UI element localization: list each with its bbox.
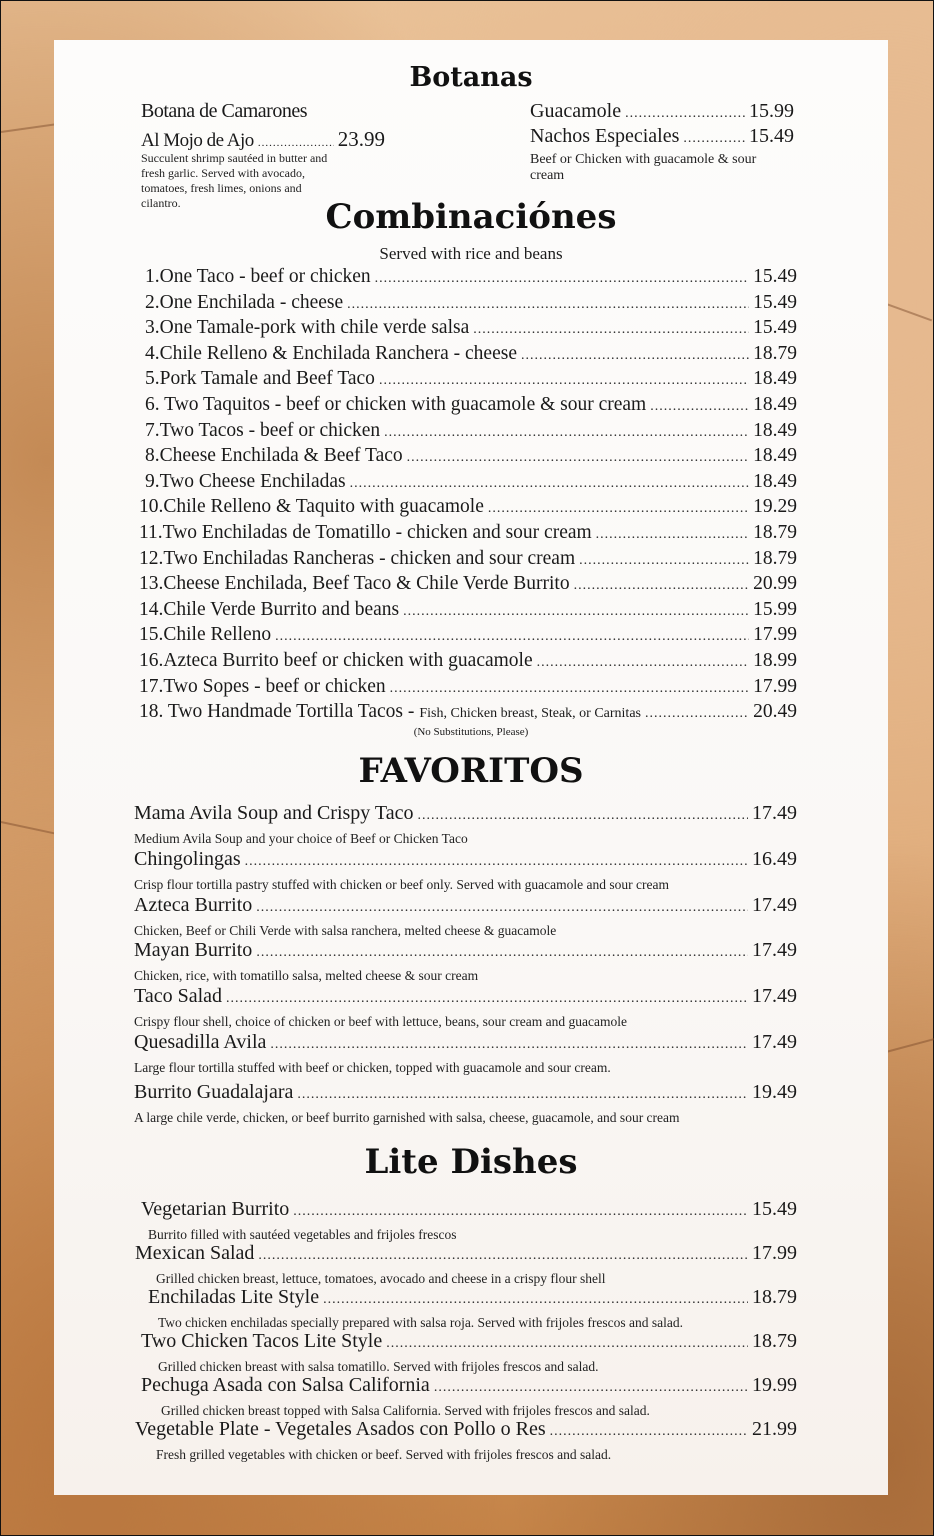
dot-leader xyxy=(256,900,748,916)
item-name: 18. Two Handmade Tortilla Tacos - xyxy=(139,701,415,723)
dot-leader xyxy=(579,553,749,569)
item-price: 17.49 xyxy=(752,802,797,824)
dot-leader xyxy=(245,854,748,870)
menu-item xyxy=(139,599,797,621)
menu-item xyxy=(135,1242,797,1265)
item-name: 5.Pork Tamale and Beef Taco xyxy=(145,368,375,390)
menu-item xyxy=(139,573,797,595)
item-price: 15.99 xyxy=(749,100,794,122)
item-description: Grilled chicken breast with salsa tomatillo. Served with frijoles frescos and salad. xyxy=(158,1359,599,1374)
item-description: Large flour tortilla stuffed with beef or chicken, topped with guacamole and sour cream. xyxy=(134,1060,611,1075)
menu-item xyxy=(134,848,797,871)
dot-leader xyxy=(403,604,749,620)
item-price: 18.49 xyxy=(753,394,797,415)
item-price: 15.49 xyxy=(749,125,794,147)
item-description: A large chile verde, chicken, or beef burrito garnished with salsa, cheese, guacamole, and sour cream xyxy=(134,1110,680,1125)
item-name: 17.Two Sopes - beef or chicken xyxy=(139,675,386,697)
item-price: 19.99 xyxy=(752,1374,797,1396)
item-name: 11.Two Enchiladas de Tomatillo - chicken and sour cream xyxy=(139,522,592,543)
section-title-botanas: Botanas xyxy=(409,62,533,93)
menu-item-guacamole xyxy=(530,100,794,123)
item-price: 15.49 xyxy=(753,266,797,287)
menu-item xyxy=(139,522,797,544)
item-price: 21.99 xyxy=(752,1418,797,1440)
item-name: 6. Two Taquitos - beef or chicken with guacamole & sour cream xyxy=(145,394,647,415)
item-price: 17.49 xyxy=(752,1031,797,1053)
dot-leader xyxy=(473,322,749,338)
menu-item xyxy=(141,1374,797,1397)
item-name: Mexican Salad xyxy=(135,1242,255,1264)
menu-item xyxy=(148,1286,797,1309)
item-description: fresh garlic. Served with avocado, xyxy=(141,166,305,180)
dot-leader xyxy=(407,450,749,466)
item-price: 15.49 xyxy=(752,1198,797,1220)
item-description: Succulent shrimp sautéed in butter and xyxy=(141,151,328,165)
item-price: 18.79 xyxy=(753,522,797,543)
item-name: 7.Two Tacos - beef or chicken xyxy=(145,419,381,441)
item-name: Enchiladas Lite Style xyxy=(148,1286,320,1308)
item-price: 17.49 xyxy=(752,985,797,1007)
menu-item xyxy=(139,650,797,672)
menu-item xyxy=(145,471,797,493)
menu-item-nachos-especiales xyxy=(530,125,794,148)
section-title-lite-dishes: Lite Dishes xyxy=(364,1142,578,1182)
item-name: Pechuga Asada con Salsa California xyxy=(141,1374,430,1396)
dot-leader xyxy=(434,1380,748,1396)
menu-item xyxy=(141,1198,797,1221)
item-name: Vegetarian Burrito xyxy=(141,1198,290,1220)
combinaciones-footnote: (No Substitutions, Please) xyxy=(413,726,529,738)
item-name: Guacamole xyxy=(530,100,622,122)
item-price: 20.49 xyxy=(753,701,797,723)
item-name: 2.One Enchilada - cheese xyxy=(145,291,344,313)
dot-leader xyxy=(650,399,749,415)
item-name: Nachos Especiales xyxy=(530,125,680,147)
item-price: 17.99 xyxy=(752,1242,797,1264)
dot-leader xyxy=(521,348,749,364)
item-name: 10.Chile Relleno & Taquito with guacamole xyxy=(139,496,484,518)
menu-item xyxy=(145,343,797,365)
item-description: Medium Avila Soup and your choice of Beef or Chicken Taco xyxy=(134,831,468,846)
menu-item-al-mojo-de-ajo xyxy=(141,127,385,152)
item-name: 1.One Taco - beef or chicken xyxy=(145,266,371,287)
item-note: Fish, Chicken breast, Steak, or Carnitas xyxy=(419,706,641,722)
item-price: 18.49 xyxy=(753,419,797,441)
menu-item xyxy=(134,985,797,1008)
item-price: 18.49 xyxy=(753,445,797,467)
item-price: 23.99 xyxy=(337,127,385,151)
dot-leader xyxy=(488,501,749,517)
item-price: 15.49 xyxy=(753,317,797,339)
menu-item xyxy=(139,548,797,570)
item-description: Chicken, rice, with tomatillo salsa, melted cheese & sour cream xyxy=(134,968,479,983)
dot-leader xyxy=(596,527,749,543)
dot-leader xyxy=(258,1248,748,1264)
item-description: Grilled chicken breast, lettuce, tomatoes, avocado and cheese in a crispy flour shell xyxy=(156,1271,606,1286)
item-name: 12.Two Enchiladas Rancheras - chicken and sour cream xyxy=(139,547,576,569)
menu-item xyxy=(145,445,797,467)
item-name: Burrito Guadalajara xyxy=(134,1081,294,1103)
section-title-combinaciones: Combinaciónes xyxy=(325,197,617,237)
item-description: Fresh grilled vegetables with chicken or beef. Served with frijoles frescos and salad. xyxy=(156,1447,612,1462)
dot-leader xyxy=(550,1424,748,1440)
item-name: Al Mojo de Ajo xyxy=(141,130,254,151)
menu-item xyxy=(139,496,797,518)
item-name: 3.One Tamale-pork with chile verde salsa xyxy=(145,317,470,339)
dot-leader xyxy=(625,106,745,122)
item-price: 20.99 xyxy=(753,573,797,595)
menu-panel xyxy=(54,40,888,1495)
item-price: 18.79 xyxy=(752,1330,797,1352)
menu-item xyxy=(139,701,797,723)
dot-leader xyxy=(418,808,749,824)
item-description: Grilled chicken breast topped with Salsa California. Served with frijoles frescos and salad. xyxy=(161,1403,650,1418)
dot-leader xyxy=(375,271,749,287)
item-price: 18.79 xyxy=(753,547,797,569)
dot-leader xyxy=(386,1336,748,1352)
item-price: 19.49 xyxy=(752,1081,797,1103)
dot-leader xyxy=(350,476,750,492)
item-price: 18.79 xyxy=(753,342,797,364)
dot-leader xyxy=(258,137,334,149)
item-description: cilantro. xyxy=(141,196,181,210)
item-price: 17.49 xyxy=(752,894,797,916)
item-price: 16.49 xyxy=(752,848,797,870)
item-price: 18.49 xyxy=(753,470,797,492)
menu-item xyxy=(145,292,797,314)
dot-leader xyxy=(275,629,749,645)
dot-leader xyxy=(384,425,749,441)
item-description: Crisp flour tortilla pastry stuffed with chicken or beef only. Served with guacamole and sour cream xyxy=(134,877,669,892)
item-description: Crispy flour shell, choice of chicken or beef with lettuce, beans, sour cream and guacamole xyxy=(134,1014,627,1029)
item-name: 14.Chile Verde Burrito and beans xyxy=(139,598,400,620)
menu-item xyxy=(134,1031,797,1054)
item-description: tomatoes, fresh limes, onions and xyxy=(141,181,302,195)
item-price: 18.99 xyxy=(753,650,797,671)
item-name: 13.Cheese Enchilada, Beef Taco & Chile Verde Burrito xyxy=(139,573,570,595)
item-name: Quesadilla Avila xyxy=(134,1031,267,1053)
item-name: Chingolingas xyxy=(134,848,241,870)
item-name: 15.Chile Relleno xyxy=(139,624,272,646)
combinaciones-subtitle: Served with rice and beans xyxy=(379,244,563,263)
item-price: 18.79 xyxy=(752,1286,797,1308)
item-description: cream xyxy=(530,168,565,183)
menu-item xyxy=(145,266,797,288)
dot-leader xyxy=(297,1087,748,1103)
dot-leader xyxy=(645,706,749,722)
section-title-favoritos: FAVORITOS xyxy=(358,751,584,791)
menu-item xyxy=(141,1330,797,1353)
item-description: Chicken, Beef or Chili Verde with salsa ranchera, melted cheese & guacamole xyxy=(134,923,557,938)
item-price: 18.49 xyxy=(753,368,797,390)
item-price: 17.99 xyxy=(753,624,797,646)
item-name: Azteca Burrito xyxy=(134,894,253,916)
botana-camarones-heading: Botana de Camarones xyxy=(141,100,307,122)
dot-leader xyxy=(347,297,749,313)
item-name: Vegetable Plate - Vegetales Asados con Pollo o Res xyxy=(135,1418,546,1440)
item-description: Burrito filled with sautéed vegetables and frijoles frescos xyxy=(148,1227,457,1242)
menu-item xyxy=(145,317,797,339)
menu-item xyxy=(145,368,797,390)
item-name: Two Chicken Tacos Lite Style xyxy=(141,1330,383,1352)
item-description: Beef or Chicken with guacamole & sour xyxy=(530,152,757,167)
item-price: 15.99 xyxy=(753,598,797,620)
item-name: Taco Salad xyxy=(134,985,223,1007)
item-description: Two chicken enchiladas specially prepared with salsa roja. Served with frijoles frescos and salad. xyxy=(158,1315,683,1330)
item-name: 9.Two Cheese Enchiladas xyxy=(145,470,346,492)
item-price: 17.99 xyxy=(753,675,797,697)
menu-item xyxy=(135,1418,797,1441)
item-price: 19.29 xyxy=(753,496,797,518)
menu-item xyxy=(134,894,797,917)
dot-leader xyxy=(683,131,745,147)
dot-leader xyxy=(537,655,749,671)
item-price: 15.49 xyxy=(753,291,797,313)
menu-item xyxy=(139,624,797,646)
dot-leader xyxy=(390,681,749,697)
item-name: 16.Azteca Burrito beef or chicken with guacamole xyxy=(139,650,533,671)
dot-leader xyxy=(323,1292,748,1308)
menu-item xyxy=(139,676,797,698)
item-name: Mama Avila Soup and Crispy Taco xyxy=(134,802,414,824)
item-name: 4.Chile Relleno & Enchilada Ranchera - cheese xyxy=(145,342,517,364)
dot-leader xyxy=(574,578,750,594)
dot-leader xyxy=(379,373,749,389)
menu-item xyxy=(145,420,797,442)
background-crack xyxy=(1,821,55,834)
dot-leader xyxy=(293,1204,748,1220)
dot-leader xyxy=(270,1037,748,1053)
item-price: 17.49 xyxy=(752,939,797,961)
menu-item xyxy=(134,802,797,825)
dot-leader xyxy=(256,945,748,961)
background-crack xyxy=(886,1038,934,1053)
menu-item xyxy=(145,394,797,416)
item-name: Mayan Burrito xyxy=(134,939,253,961)
background-crack xyxy=(881,301,932,321)
dot-leader xyxy=(226,991,748,1007)
menu-item xyxy=(134,939,797,962)
menu-item xyxy=(134,1081,797,1104)
item-name: 8.Cheese Enchilada & Beef Taco xyxy=(145,445,403,467)
background-crack xyxy=(1,123,61,133)
